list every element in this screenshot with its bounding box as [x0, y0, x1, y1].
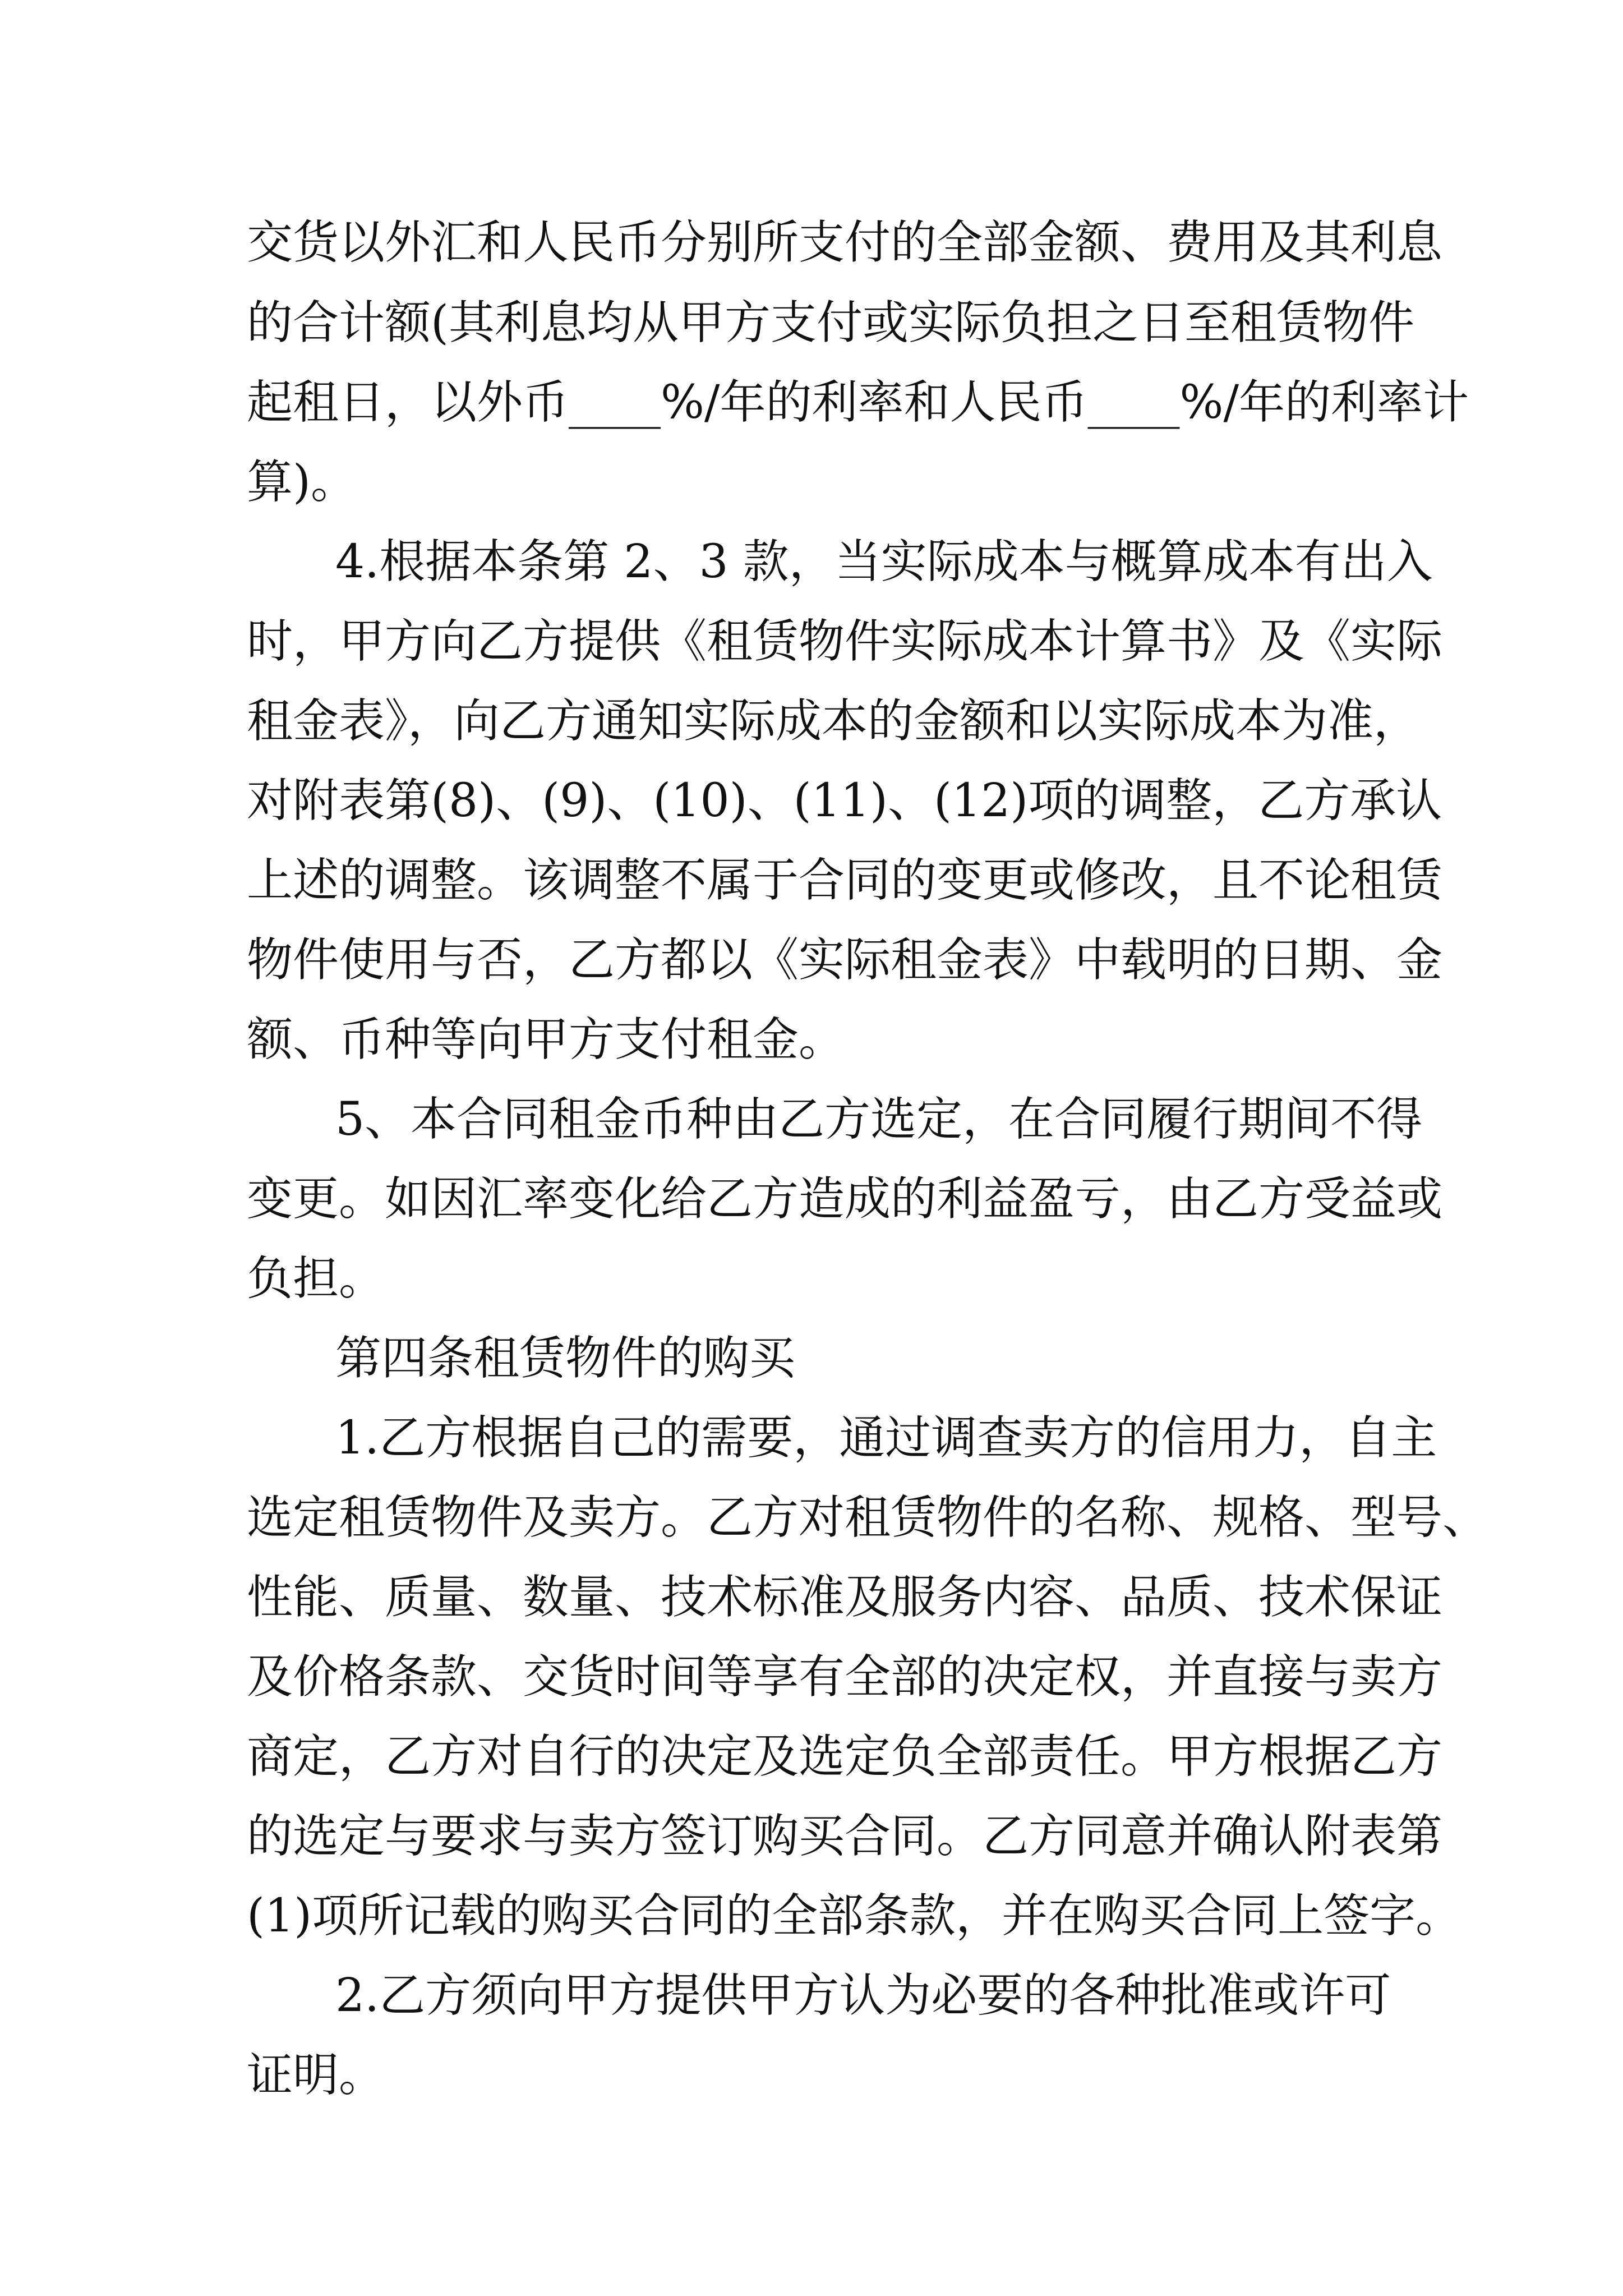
- text-line-14: 负担。: [247, 1252, 385, 1305]
- text-line-24: 证明。: [247, 2049, 385, 2102]
- text-line-18: 性能、质量、数量、技术标准及服务内容、品质、技术保证: [247, 1571, 1443, 1624]
- text-line-16: 1.乙方根据自己的需要，通过调查卖方的信用力，自主: [335, 1411, 1437, 1465]
- text-line-1: 交货以外汇和人民币分别所支付的全部金额、费用及其利息: [247, 216, 1443, 269]
- text-line-21: 的选定与要求与卖方签订购买合同。乙方同意并确认附表第: [247, 1810, 1443, 1863]
- text-line-7: 租金表》，向乙方通知实际成本的金额和以实际成本为准，: [247, 694, 1420, 748]
- text-line-9: 上述的调整。该调整不属于合同的变更或修改，且不论租赁: [247, 854, 1443, 907]
- text-line-8: 对附表第(8)、(9)、(10)、(11)、(12)项的调整，乙方承认: [247, 774, 1442, 827]
- text-line-6: 时，甲方向乙方提供《租赁物件实际成本计算书》及《实际: [247, 615, 1443, 668]
- text-line-19: 及价格条款、交货时间等享有全部的决定权，并直接与卖方: [247, 1650, 1443, 1704]
- text-line-3: 起租日，以外币____%/年的利率和人民币____%/年的利率计: [247, 376, 1469, 429]
- text-line-17: 选定租赁物件及卖方。乙方对租赁物件的名称、规格、型号、: [247, 1491, 1489, 1544]
- text-line-4: 算)。: [247, 455, 357, 509]
- section-heading: 第四条租赁物件的购买: [335, 1332, 796, 1385]
- text-line-2: 的合计额(其利息均从甲方支付或实际负担之日至租赁物件: [247, 296, 1414, 349]
- text-line-11: 额、币种等向甲方支付租金。: [247, 1013, 845, 1066]
- text-line-5: 4.根据本条第 2、3 款，当实际成本与概算成本有出入: [335, 535, 1433, 588]
- text-line-13: 变更。如因汇率变化给乙方造成的利益盈亏，由乙方受益或: [247, 1172, 1443, 1226]
- text-line-10: 物件使用与否，乙方都以《实际租金表》中载明的日期、金: [247, 933, 1443, 987]
- text-line-23: 2.乙方须向甲方提供甲方认为必要的各种批准或许可: [335, 1969, 1391, 2022]
- text-line-22: (1)项所记载的购买合同的全部条款，并在购买合同上签字。: [247, 1889, 1462, 1943]
- text-line-20: 商定，乙方对自行的决定及选定负全部责任。甲方根据乙方: [247, 1730, 1443, 1783]
- text-line-12: 5、本合同租金币种由乙方选定，在合同履行期间不得: [335, 1093, 1423, 1146]
